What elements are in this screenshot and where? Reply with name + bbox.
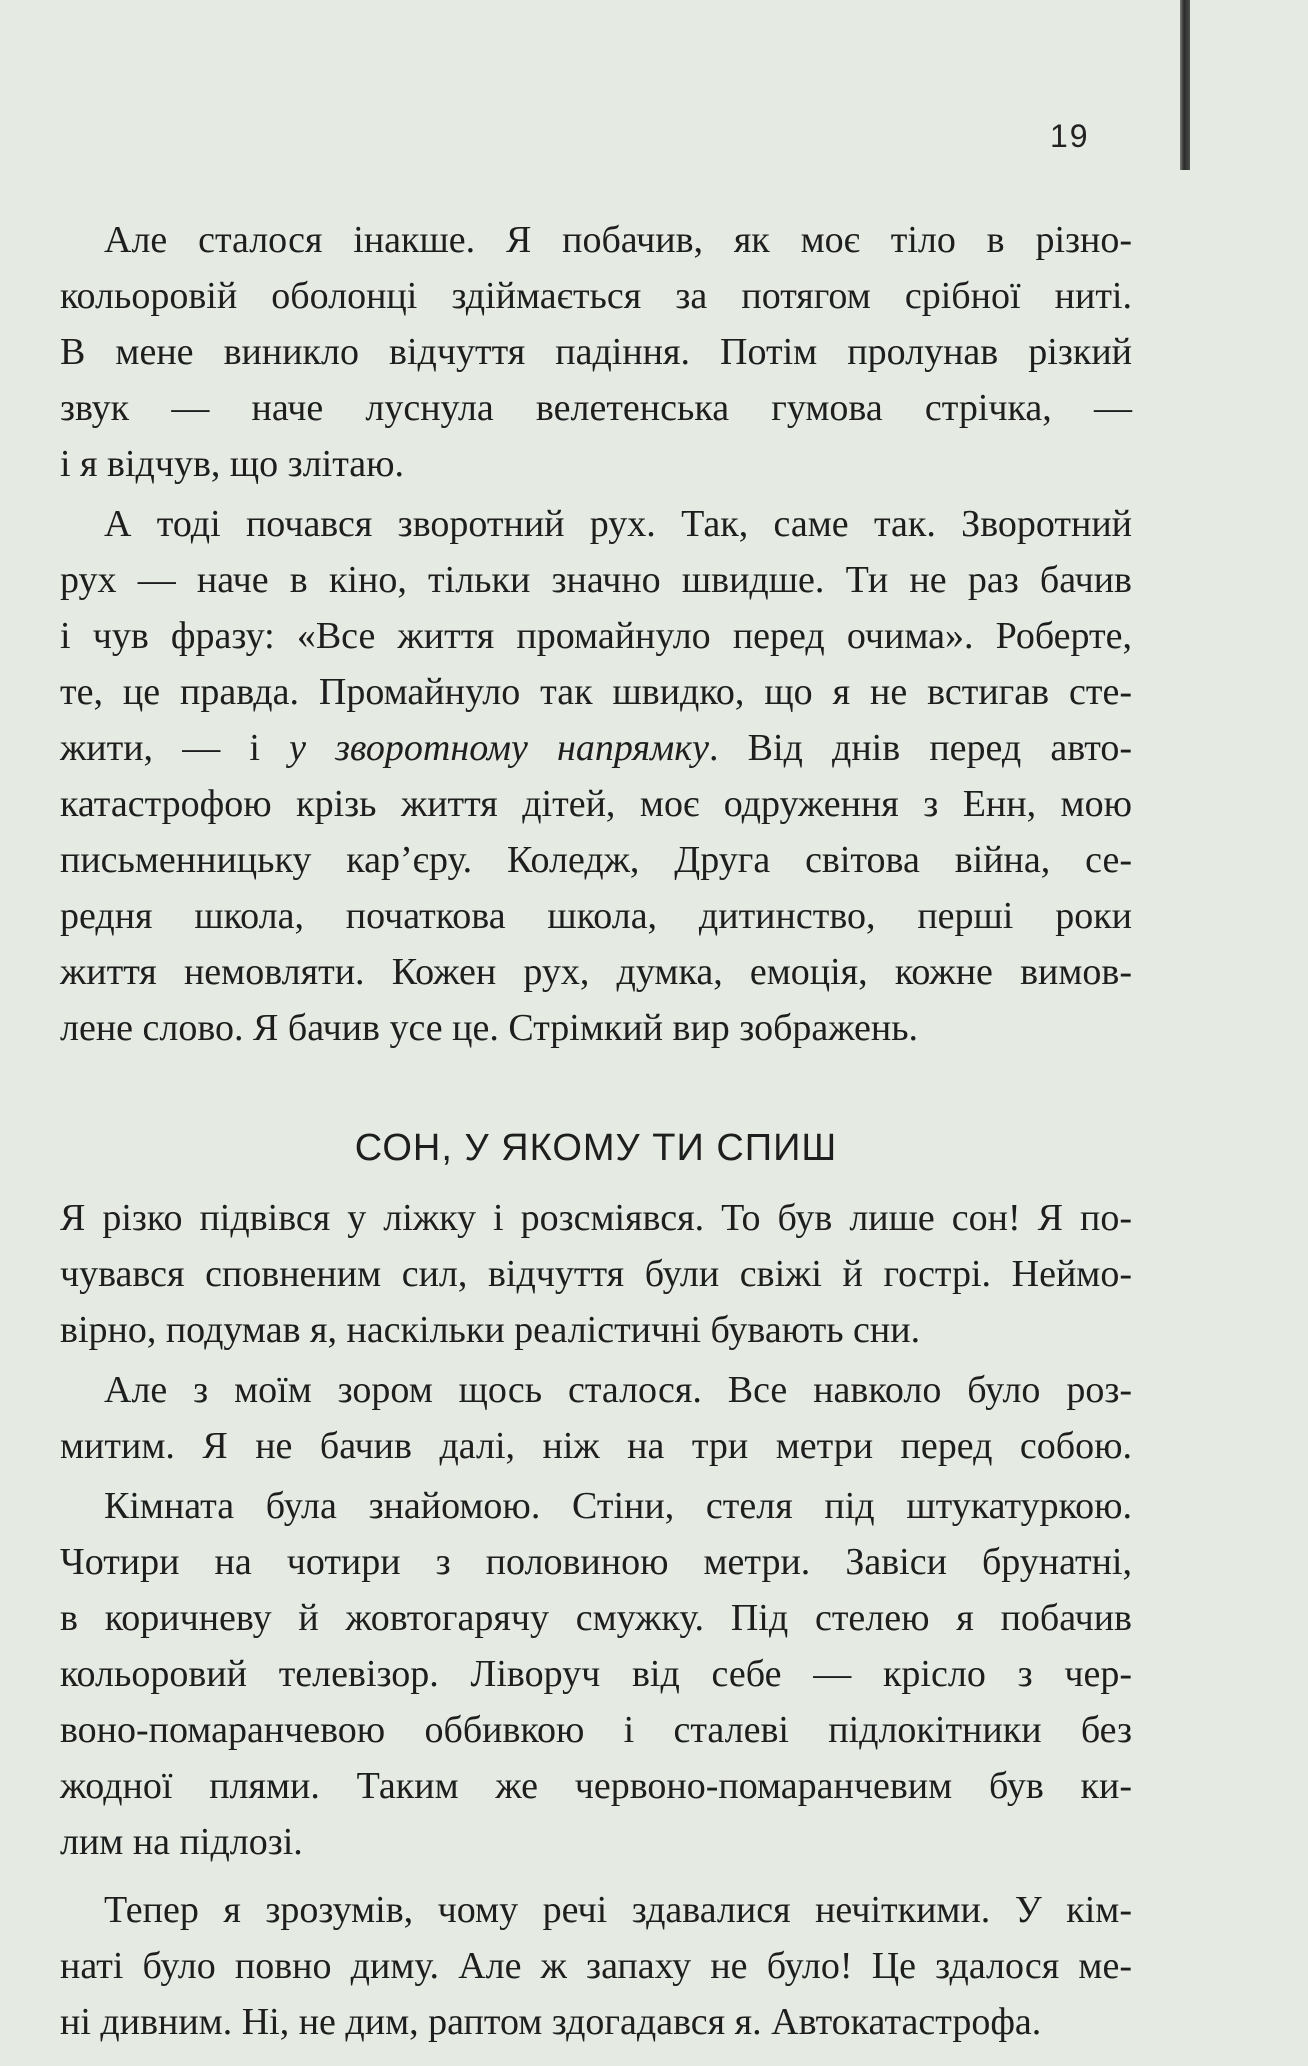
page-edge-shadow (1180, 0, 1190, 170)
text-line: лим на підлозі. (60, 1821, 303, 1863)
text-line: жодної плями. Таким же червоно-помаранчевим був ки- (60, 1765, 1132, 1807)
text-line: рух — наче в кіно, тільки значно швидше. Ти не раз бачив (60, 559, 1132, 601)
text-line: і чув фразу: «Все життя промайнуло перед очима». Роберте, (60, 615, 1132, 657)
paragraph-3 (60, 1190, 1132, 1358)
text-line: катастрофою крізь життя дітей, моє одруження з Енн, мою (60, 783, 1132, 825)
text-line: письменницьку кар’єру. Коледж, Друга світова війна, се- (60, 839, 1132, 881)
text-line: митим. Я не бачив далі, ніж на три метри перед собою. (60, 1425, 1132, 1467)
page-body (60, 212, 1132, 2054)
text-line: Але сталося інакше. Я побачив, як моє тіло в різно- (104, 219, 1132, 261)
text-line: те, це правда. Промайнуло так швидко, що я не встигав сте- (60, 671, 1132, 713)
text-line: вірно, подумав я, наскільки реалістичні бувають сни. (60, 1309, 921, 1351)
text-line: і я відчув, що злітаю. (60, 443, 405, 485)
paragraph-4 (60, 1362, 1132, 1474)
text-line: воно-помаранчевою оббивкою і сталеві підлокітники без (60, 1709, 1132, 1751)
italic-phrase: у зворотному напрямку (289, 727, 709, 769)
text-line: кольоровій оболонці здіймається за потягом срібної ниті. (60, 275, 1132, 317)
text-line: життя немовляти. Кожен рух, думка, емоція, кожне вимов- (60, 951, 1132, 993)
text-line: звук — наче луснула велетенська гумова стрічка, — (60, 387, 1132, 429)
text-line: А тоді почався зворотний рух. Так, саме так. Зворотний (104, 503, 1132, 545)
text-line: Кімната була знайомою. Стіни, стеля під штукатуркою. (104, 1485, 1132, 1527)
text-line: ні дивним. Ні, не дим, раптом здогадався я. Автокатастрофа. (60, 2001, 1042, 2043)
text-segment: . Від днів перед авто- (708, 727, 1132, 769)
text-line: редня школа, початкова школа, дитинство, перші роки (60, 895, 1132, 937)
text-line: наті було повно диму. Але ж запаху не було! Це здалося ме- (60, 1945, 1132, 1987)
paragraph-5 (60, 1478, 1132, 1870)
text-line: Я різко підвівся у ліжку і розсміявся. То був лише сон! Я по- (60, 1197, 1132, 1239)
text-line: в коричневу й жовтогарячу смужку. Під стелею я побачив (60, 1597, 1132, 1639)
paragraph-6 (60, 1882, 1132, 2050)
section-heading: СОН, У ЯКОМУ ТИ СПИШ (354, 1127, 838, 1169)
text-line-with-italic (60, 720, 1132, 776)
page-number: 19 (1050, 118, 1090, 154)
text-line: чувався сповненим сил, відчуття були свіжі й гострі. Неймо- (60, 1253, 1132, 1295)
text-line: В мене виникло відчуття падіння. Потім пролунав різкий (60, 331, 1132, 373)
paragraph-1 (60, 212, 1132, 492)
text-line: Чотири на чотири з половиною метри. Завіси брунатні, (60, 1541, 1132, 1583)
text-line: Але з моїм зором щось сталося. Все навколо було роз- (104, 1369, 1132, 1411)
text-line: Тепер я зрозумів, чому речі здавалися нечіткими. У кім- (104, 1889, 1132, 1931)
paragraph-2 (60, 496, 1132, 1056)
text-line: кольоровий телевізор. Ліворуч від себе — крісло з чер- (60, 1653, 1132, 1695)
text-line: лене слово. Я бачив усе це. Стрімкий вир зображень. (60, 1007, 919, 1049)
text-segment: жити, — і (60, 727, 290, 769)
